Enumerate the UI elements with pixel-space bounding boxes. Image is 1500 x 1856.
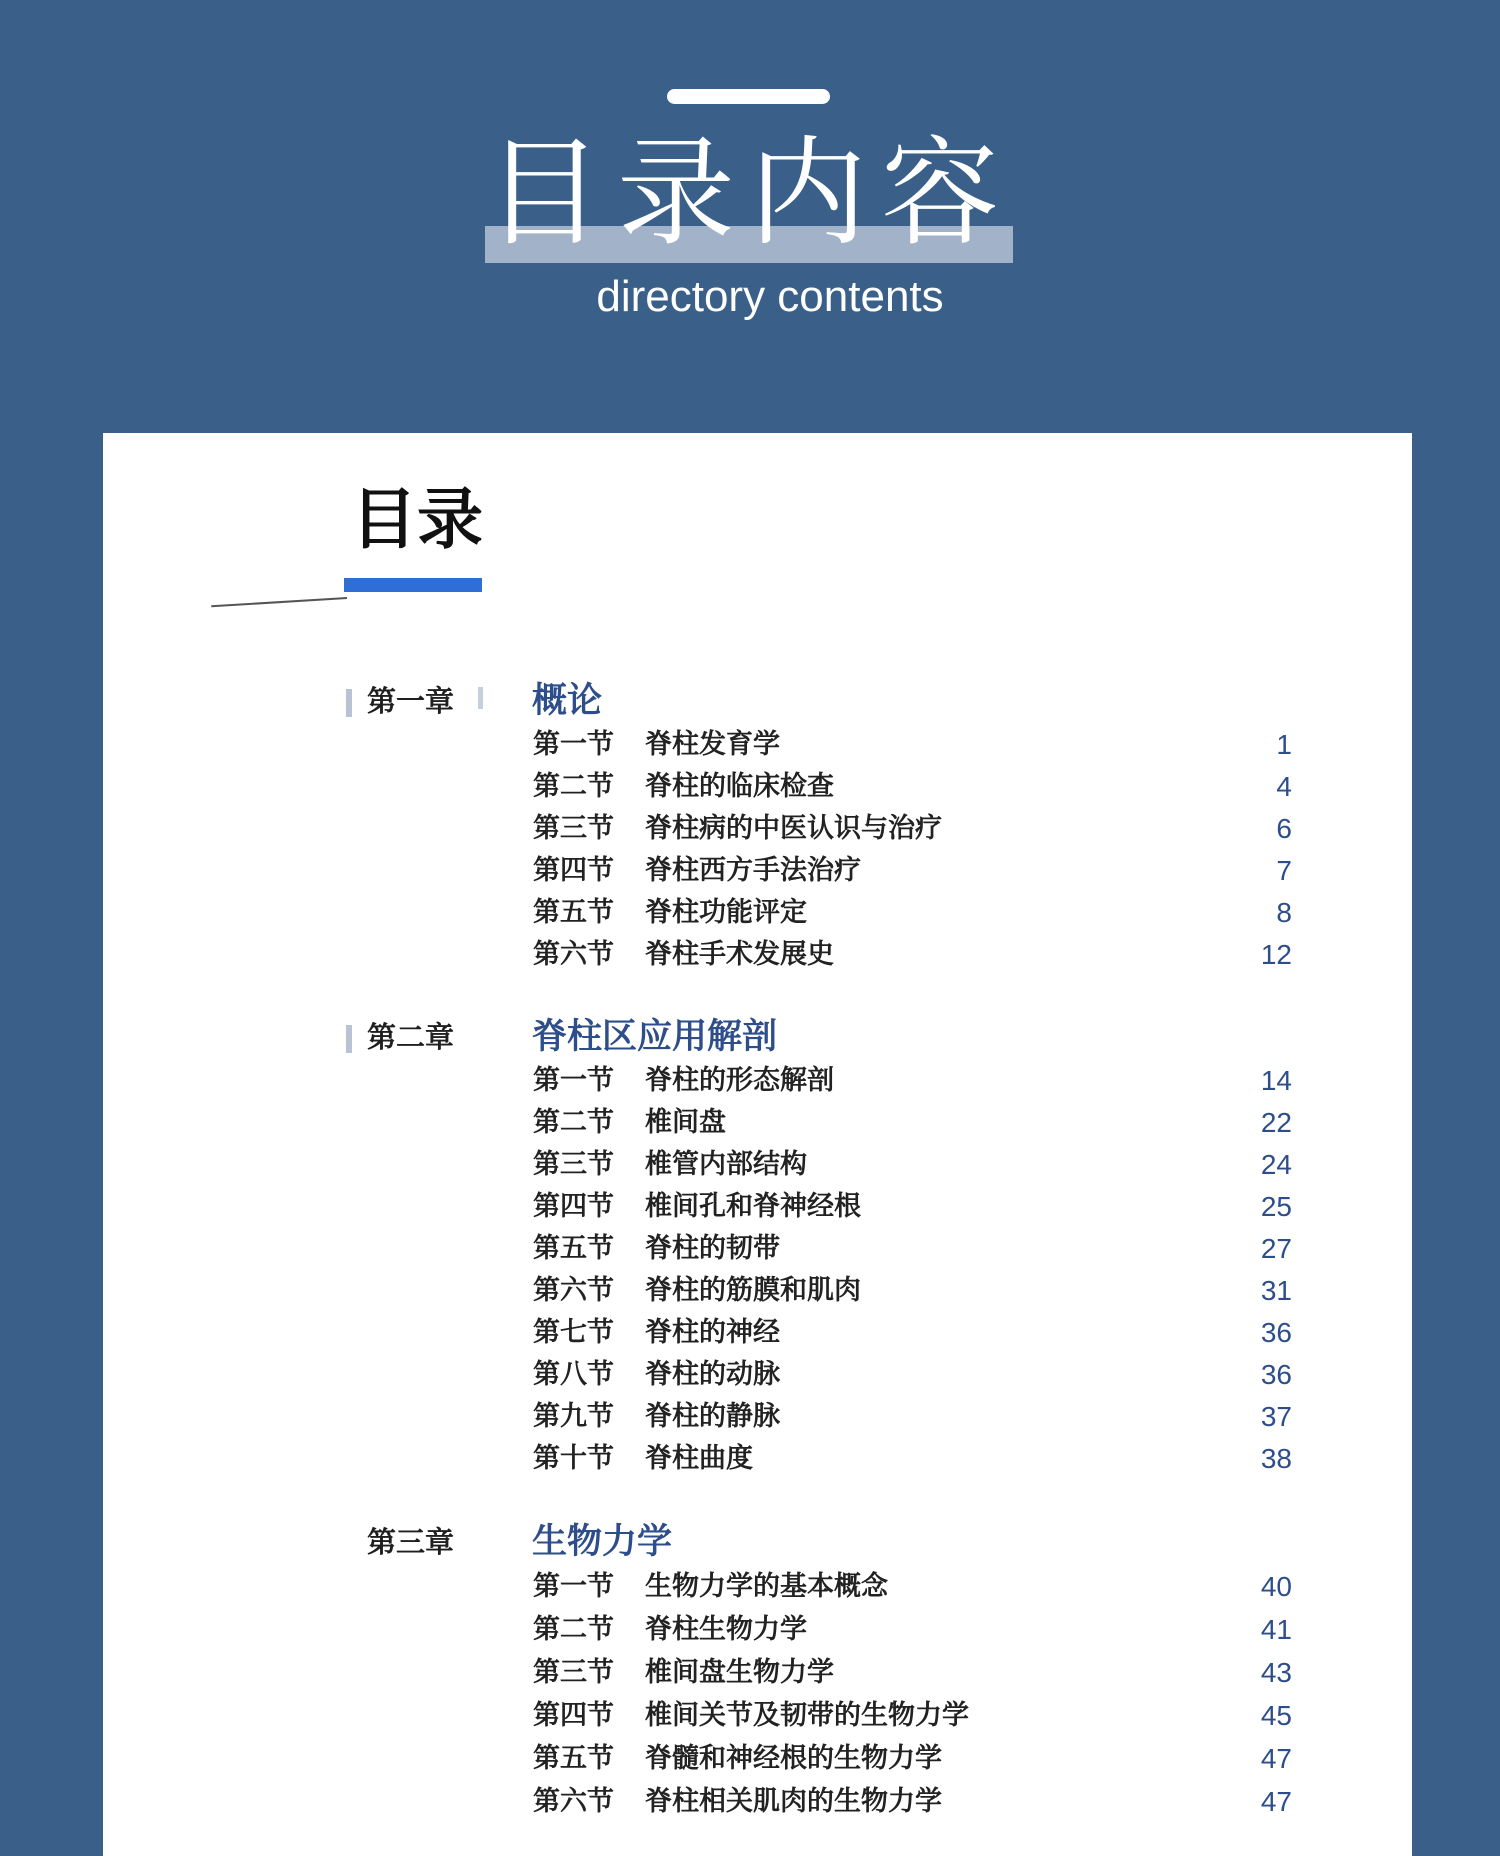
section-number: 第一节: [533, 1571, 614, 1602]
section-number: 第五节: [533, 897, 614, 928]
page-number: 27: [1260, 1233, 1292, 1264]
toc-row[interactable]: [103, 1060, 1412, 1102]
section-title: 脊柱的筋膜和肌肉: [645, 1275, 861, 1306]
section-title: 椎间盘生物力学: [645, 1657, 834, 1688]
toc-heading: 目录: [351, 481, 483, 558]
page-number: 45: [1260, 1700, 1292, 1731]
page-title: 目录内容: [485, 124, 1014, 262]
chapter-title[interactable]: 脊柱区应用解剖: [532, 1016, 778, 1057]
page-number: 22: [1260, 1107, 1292, 1138]
chapter-label: 第一章: [367, 684, 455, 718]
toc-row[interactable]: [103, 850, 1412, 892]
section-number: 第三节: [533, 813, 614, 844]
section-title: 脊柱的韧带: [645, 1233, 780, 1264]
section-title: 脊柱西方手法治疗: [645, 855, 861, 886]
toc-row[interactable]: [103, 1781, 1412, 1823]
toc-row[interactable]: [103, 1695, 1412, 1737]
chapter-marker: [346, 689, 352, 717]
page-number: 38: [1260, 1443, 1292, 1474]
section-title: 脊柱的神经: [645, 1317, 780, 1348]
chapter-marker-end: [478, 687, 483, 709]
page-number: 25: [1260, 1191, 1292, 1222]
page-number: 4: [1276, 771, 1292, 802]
section-title: 脊柱发育学: [645, 729, 780, 760]
toc-row[interactable]: [103, 766, 1412, 808]
toc-row[interactable]: [103, 1270, 1412, 1312]
section-number: 第四节: [533, 1191, 614, 1222]
chapter-title[interactable]: 生物力学: [532, 1521, 673, 1562]
section-title: 脊柱病的中医认识与治疗: [645, 813, 942, 844]
page-subtitle: directory contents: [596, 272, 944, 321]
section-number: 第十节: [533, 1443, 614, 1474]
page-number: 24: [1260, 1149, 1292, 1180]
section-title: 脊柱功能评定: [645, 897, 807, 928]
page-number: 41: [1260, 1614, 1292, 1645]
section-title: 脊柱生物力学: [645, 1614, 807, 1645]
section-title: 椎管内部结构: [645, 1149, 807, 1180]
section-number: 第六节: [533, 1275, 614, 1306]
section-number: 第五节: [533, 1233, 614, 1264]
page-number: 12: [1260, 939, 1292, 970]
toc-row[interactable]: [103, 1609, 1412, 1651]
section-number: 第五节: [533, 1743, 614, 1774]
section-number: 第四节: [533, 1700, 614, 1731]
toc-row[interactable]: [103, 724, 1412, 766]
toc-row[interactable]: [103, 1652, 1412, 1694]
section-number: 第九节: [533, 1401, 614, 1432]
section-title: 脊柱的静脉: [645, 1401, 780, 1432]
toc-row[interactable]: [103, 934, 1412, 976]
page-number: 14: [1260, 1065, 1292, 1096]
page-number: 36: [1260, 1317, 1292, 1348]
section-title: 椎间盘: [645, 1107, 726, 1138]
section-number: 第八节: [533, 1359, 614, 1390]
toc-row[interactable]: [103, 808, 1412, 850]
section-title: 脊柱的形态解剖: [645, 1065, 834, 1096]
section-number: 第二节: [533, 1107, 614, 1138]
toc-row[interactable]: [103, 1354, 1412, 1396]
section-number: 第三节: [533, 1657, 614, 1688]
section-number: 第七节: [533, 1317, 614, 1348]
page-number: 7: [1276, 855, 1292, 886]
section-title: 椎间关节及韧带的生物力学: [645, 1700, 969, 1731]
chapter-label: 第三章: [367, 1525, 455, 1559]
page-number: 47: [1260, 1786, 1292, 1817]
section-number: 第六节: [533, 1786, 614, 1817]
toc-row[interactable]: [103, 1186, 1412, 1228]
page-number: 8: [1276, 897, 1292, 928]
header-accent-bar: [667, 89, 830, 104]
section-number: 第三节: [533, 1149, 614, 1180]
page-number: 31: [1260, 1275, 1292, 1306]
chapter-title[interactable]: 概论: [532, 680, 603, 721]
toc-row[interactable]: [103, 1438, 1412, 1480]
page-number: 36: [1260, 1359, 1292, 1390]
page-number: 1: [1276, 729, 1292, 760]
page-number: 40: [1260, 1571, 1292, 1602]
section-number: 第四节: [533, 855, 614, 886]
toc-row[interactable]: [103, 1144, 1412, 1186]
toc-row[interactable]: [103, 1102, 1412, 1144]
toc-page: [103, 433, 1412, 1856]
toc-row[interactable]: [103, 1738, 1412, 1780]
chapter-label: 第二章: [367, 1020, 455, 1054]
page-number: 6: [1276, 813, 1292, 844]
page-number: 43: [1260, 1657, 1292, 1688]
section-number: 第二节: [533, 1614, 614, 1645]
section-title: 脊柱相关肌肉的生物力学: [645, 1786, 942, 1817]
page-number: 37: [1260, 1401, 1292, 1432]
toc-heading-underline: [344, 578, 482, 592]
section-title: 脊柱的动脉: [645, 1359, 780, 1390]
section-title: 脊柱曲度: [645, 1443, 753, 1474]
section-title: 脊柱手术发展史: [645, 939, 834, 970]
section-number: 第一节: [533, 1065, 614, 1096]
toc-row[interactable]: [103, 1228, 1412, 1270]
toc-heading-rule: [211, 597, 347, 607]
section-number: 第二节: [533, 771, 614, 802]
toc-row[interactable]: [103, 1566, 1412, 1608]
chapter-marker: [346, 1025, 352, 1053]
section-number: 第六节: [533, 939, 614, 970]
page-number: 47: [1260, 1743, 1292, 1774]
toc-row[interactable]: [103, 1312, 1412, 1354]
section-number: 第一节: [533, 729, 614, 760]
section-title: 生物力学的基本概念: [645, 1571, 888, 1602]
toc-row[interactable]: [103, 1396, 1412, 1438]
section-title: 脊髓和神经根的生物力学: [645, 1743, 942, 1774]
section-title: 椎间孔和脊神经根: [645, 1191, 861, 1222]
section-title: 脊柱的临床检查: [645, 771, 834, 802]
toc-row[interactable]: [103, 892, 1412, 934]
